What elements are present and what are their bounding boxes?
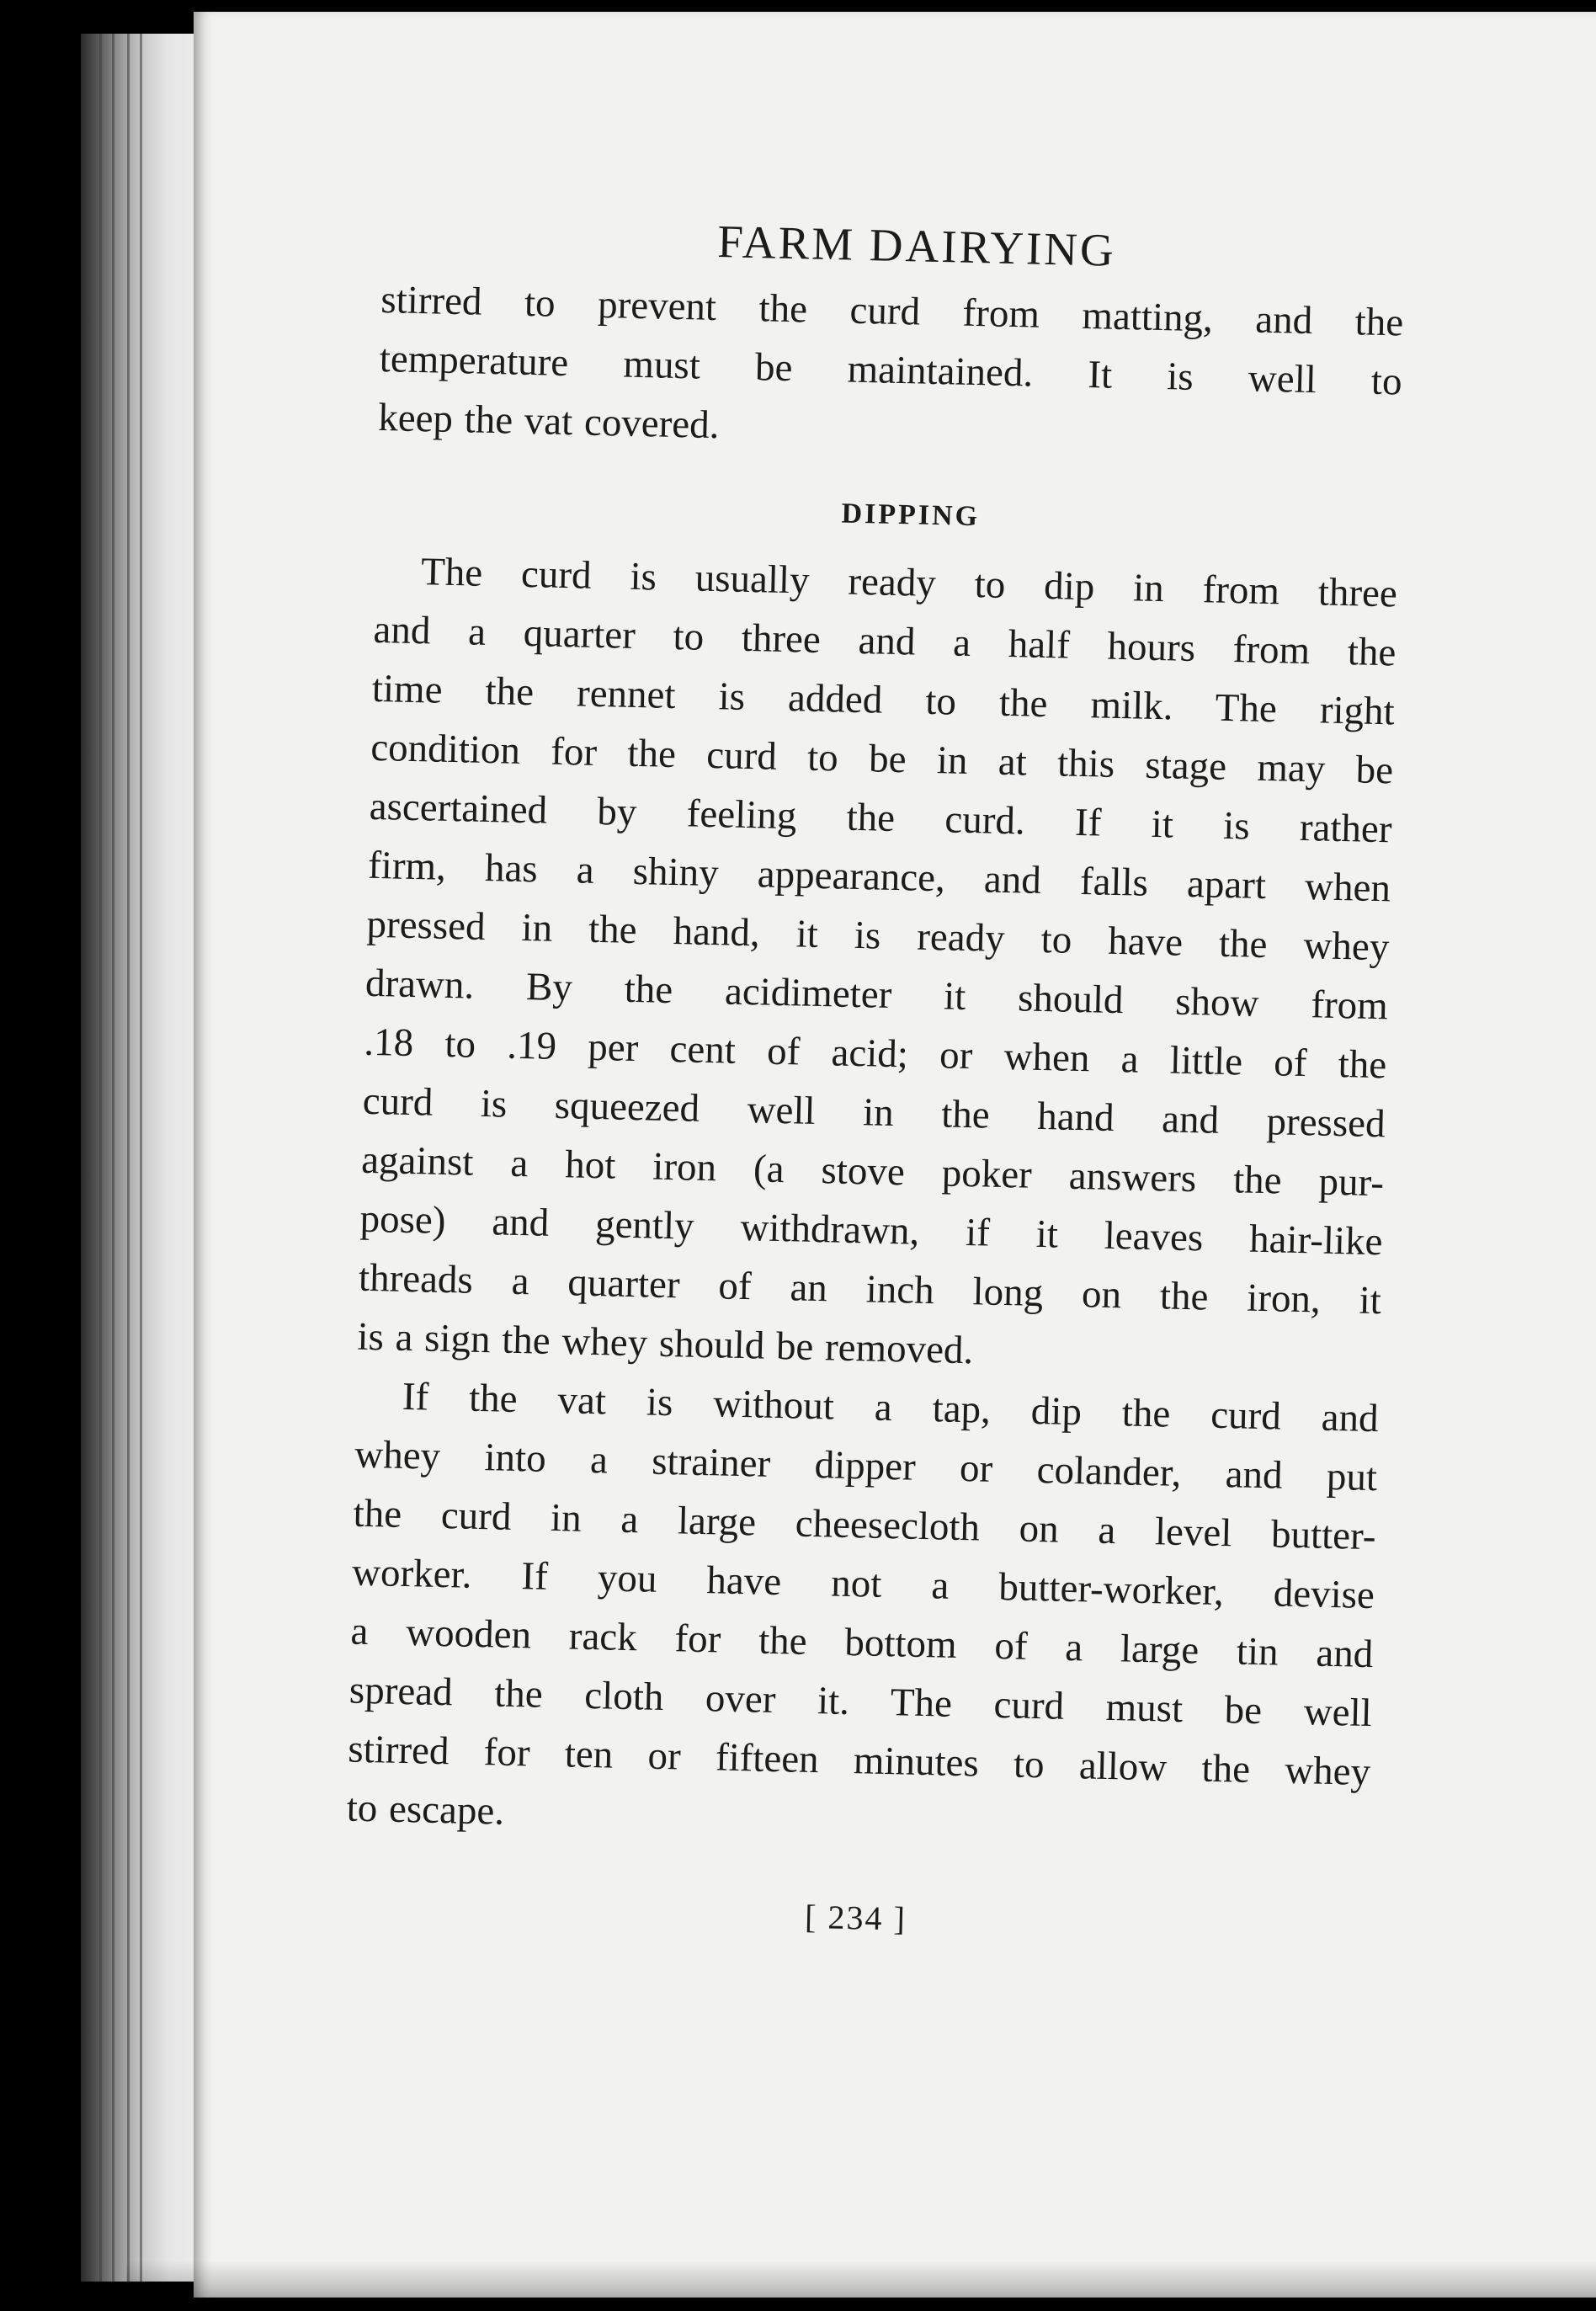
bottom-shadow	[126, 2260, 1596, 2311]
text-line: curd is squeezed well in the hand and pressed	[362, 1078, 1386, 1147]
paragraph-dipping-2	[346, 1366, 1379, 1861]
text-line: and a quarter to three and a half hours from the	[372, 607, 1396, 675]
text-line: drawn. By the acidimeter it should show from	[364, 961, 1389, 1029]
text-line: spread the cloth over it. The curd must be well	[348, 1668, 1373, 1736]
text-line: to escape.	[346, 1786, 505, 1834]
text-line: whey into a strainer dipper or colander, and put	[354, 1432, 1378, 1500]
text-line: against a hot iron (a stove poker answers the pur-	[360, 1137, 1385, 1206]
text-line: ascertained by feeling the curd. If it is rather	[369, 784, 1393, 852]
text-line: stirred to prevent the curd from matting, and the	[380, 277, 1404, 345]
text-line: is a sign the whey should be removed.	[356, 1314, 974, 1373]
text-line: threads a quarter of an inch long on the iron, it	[358, 1255, 1382, 1323]
text-line: stirred for ten or fifteen minutes to allow the whey	[347, 1727, 1371, 1795]
text-line: time the rennet is added to the milk. The right	[371, 666, 1396, 734]
text-line: pose) and gently withdrawn, if it leaves hair-like	[359, 1196, 1383, 1265]
running-head: FARM DAIRYING	[716, 216, 1117, 276]
page-number: [ 234 ]	[804, 1897, 907, 1938]
text-line: condition for the curd to be in at this stage may be	[370, 725, 1394, 793]
paragraph-dipping-1	[357, 541, 1398, 1389]
text-line: the curd in a large cheesecloth on a level butter-	[353, 1491, 1377, 1559]
text-line: pressed in the hand, it is ready to have the whey	[366, 902, 1390, 970]
page-text-block	[344, 206, 1406, 1949]
text-line: temperature must be maintained. It is well to	[379, 336, 1403, 404]
text-line: a wooden rack for the bottom of a large tin and	[350, 1609, 1374, 1677]
text-line: If the vat is without a tap, dip the curd and	[402, 1374, 1380, 1441]
text-line: worker. If you have not a butter-worker, devise	[351, 1550, 1375, 1618]
text-line: keep the vat covered.	[377, 395, 721, 448]
opening-paragraph	[378, 270, 1404, 471]
text-line: firm, has a shiny appearance, and falls apart when	[367, 843, 1391, 911]
section-heading: DIPPING	[841, 498, 981, 533]
text-line: The curd is usually ready to dip in from three	[420, 550, 1398, 616]
text-line: .18 to .19 per cent of acid; or when a little of the	[363, 1020, 1387, 1088]
